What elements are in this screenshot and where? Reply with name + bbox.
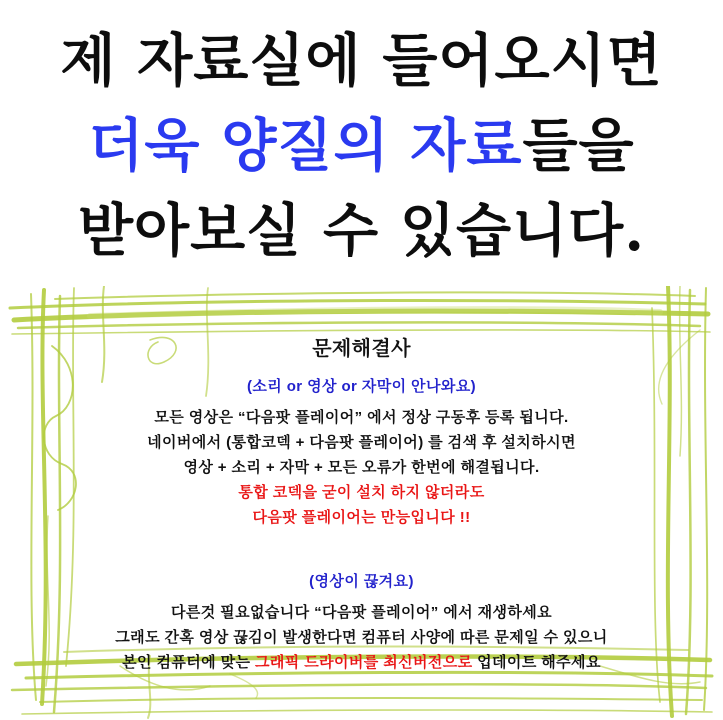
troubleshooting-panel: [0, 286, 723, 720]
section-gap: [85, 530, 638, 558]
question-no-sound-video-subtitle: (소리 or 영상 or 자막이 안나와요): [246, 378, 477, 395]
warning-line: 다음팟 플레이어는 만능입니다 !!: [252, 509, 471, 526]
answer-highlight: 그래픽 드라이버를 최신버전으로: [254, 654, 473, 671]
headline: [0, 0, 723, 286]
headline-line-3: 받아보실 수 있습니다.: [77, 197, 646, 264]
warning-line: 통합 코덱을 굳이 설치 하지 않더라도: [238, 484, 485, 501]
answer-line: 모든 영상은 “다음팟 플레이어” 에서 정상 구동후 등록 됩니다.: [154, 409, 569, 426]
headline-line-2: [0, 112, 723, 179]
answer-prefix: 본인 컴퓨터에 맞는: [122, 654, 255, 671]
answer-suffix: 업데이트 해주세요: [472, 654, 601, 671]
answer-line: 영상 + 소리 + 자막 + 모든 오류가 한번에 해결됩니다.: [183, 459, 540, 476]
headline-line-2-highlight: 더욱 양질의 자료: [88, 112, 523, 179]
answer-line-mixed: [85, 650, 638, 675]
panel-content: [85, 332, 638, 675]
headline-line-2-rest: 들을: [522, 112, 635, 179]
answer-line: 그래도 간혹 영상 끊김이 발생한다면 컴퓨터 사양에 따른 문제일 수 있으니: [115, 629, 608, 646]
answer-line: 네이버에서 (통합코덱 + 다음팟 플레이어) 를 검색 후 설치하시면: [147, 434, 576, 451]
panel-title: 문제해결사: [312, 338, 411, 360]
headline-line-1: 제 자료실에 들어오시면: [60, 27, 663, 94]
question-video-stutters: (영상이 끊겨요): [309, 573, 414, 590]
answer-line: 다른것 필요없습니다 “다음팟 플레이어” 에서 재생하세요: [170, 604, 553, 621]
